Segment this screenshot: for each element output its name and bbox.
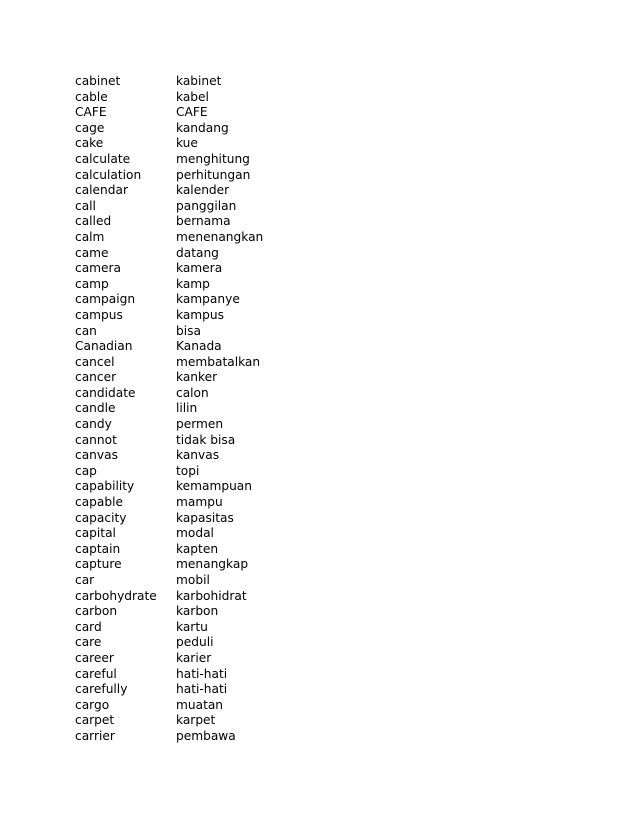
indonesian-translation: peduli bbox=[176, 635, 214, 650]
word-row bbox=[75, 277, 263, 293]
indonesian-translation: kabel bbox=[176, 89, 209, 104]
word-row bbox=[75, 698, 263, 714]
word-row bbox=[75, 604, 263, 620]
word-row bbox=[75, 230, 263, 246]
indonesian-translation: mampu bbox=[176, 495, 223, 510]
english-word: cage bbox=[75, 120, 105, 135]
indonesian-translation: menenangkan bbox=[176, 229, 264, 244]
word-row bbox=[75, 121, 263, 137]
indonesian-translation: bisa bbox=[176, 323, 201, 338]
word-row bbox=[75, 620, 263, 636]
word-row bbox=[75, 573, 263, 589]
indonesian-translation: perhitungan bbox=[176, 167, 251, 182]
indonesian-translation: kapasitas bbox=[176, 510, 234, 525]
english-word: canvas bbox=[75, 448, 118, 463]
english-word: captain bbox=[75, 541, 121, 556]
english-word: candy bbox=[75, 417, 112, 432]
english-word: cable bbox=[75, 89, 108, 104]
word-row bbox=[75, 90, 263, 106]
indonesian-translation: menghitung bbox=[176, 151, 250, 166]
english-word: carefully bbox=[75, 682, 128, 697]
english-word: cap bbox=[75, 463, 97, 478]
english-word: call bbox=[75, 198, 96, 213]
word-row bbox=[75, 635, 263, 651]
word-row bbox=[75, 214, 263, 230]
word-row bbox=[75, 448, 263, 464]
english-word: campaign bbox=[75, 292, 136, 307]
indonesian-translation: modal bbox=[176, 526, 214, 541]
indonesian-translation: kartu bbox=[176, 619, 208, 634]
english-word: capability bbox=[75, 479, 135, 494]
indonesian-translation: mobil bbox=[176, 573, 210, 587]
word-row bbox=[75, 370, 263, 386]
english-word: came bbox=[75, 245, 109, 260]
english-word: carbon bbox=[75, 604, 118, 619]
english-word: called bbox=[75, 214, 112, 229]
indonesian-translation: kamera bbox=[176, 261, 223, 276]
indonesian-translation: kamp bbox=[176, 276, 210, 291]
word-row bbox=[75, 651, 263, 667]
english-word: cake bbox=[75, 136, 104, 151]
indonesian-translation: kemampuan bbox=[176, 479, 252, 494]
word-row bbox=[75, 324, 263, 340]
indonesian-translation: menangkap bbox=[176, 557, 249, 572]
word-row bbox=[75, 557, 263, 573]
word-row bbox=[75, 729, 263, 745]
indonesian-translation: kampanye bbox=[176, 292, 240, 307]
word-row bbox=[75, 589, 263, 605]
english-word: CAFE bbox=[75, 105, 107, 120]
indonesian-translation: hati-hati bbox=[176, 666, 228, 681]
indonesian-translation: CAFE bbox=[176, 105, 208, 120]
english-word: candle bbox=[75, 401, 116, 416]
indonesian-translation: permen bbox=[176, 417, 224, 432]
indonesian-translation: kampus bbox=[176, 307, 224, 322]
english-word: capacity bbox=[75, 510, 127, 525]
english-word: cannot bbox=[75, 432, 117, 447]
english-word: card bbox=[75, 619, 102, 634]
english-word: can bbox=[75, 323, 97, 338]
english-word: Canadian bbox=[75, 339, 133, 354]
indonesian-translation: kapten bbox=[176, 541, 219, 556]
word-row bbox=[75, 74, 263, 90]
word-row bbox=[75, 199, 263, 215]
word-row bbox=[75, 526, 263, 542]
english-word: capital bbox=[75, 526, 116, 541]
word-row bbox=[75, 401, 263, 417]
english-word: camera bbox=[75, 261, 122, 276]
english-word: calculate bbox=[75, 151, 131, 166]
english-word: cabinet bbox=[75, 74, 121, 88]
word-row bbox=[75, 479, 263, 495]
word-row bbox=[75, 464, 263, 480]
word-row bbox=[75, 292, 263, 308]
english-word: care bbox=[75, 635, 102, 650]
indonesian-translation: kue bbox=[176, 136, 198, 151]
indonesian-translation: kalender bbox=[176, 183, 230, 198]
english-word: car bbox=[75, 573, 95, 587]
english-word: carbohydrate bbox=[75, 588, 157, 603]
indonesian-translation: karbohidrat bbox=[176, 588, 247, 603]
indonesian-translation: topi bbox=[176, 463, 200, 478]
indonesian-translation: hati-hati bbox=[176, 682, 228, 697]
word-row bbox=[75, 511, 263, 527]
word-list bbox=[75, 74, 263, 745]
word-row bbox=[75, 682, 263, 698]
english-word: capture bbox=[75, 557, 122, 572]
indonesian-translation: kabinet bbox=[176, 74, 222, 88]
indonesian-translation: karier bbox=[176, 650, 212, 665]
word-row bbox=[75, 339, 263, 355]
indonesian-translation: karpet bbox=[176, 713, 216, 728]
english-word: careful bbox=[75, 666, 117, 681]
word-row bbox=[75, 667, 263, 683]
word-row bbox=[75, 386, 263, 402]
indonesian-translation: panggilan bbox=[176, 198, 237, 213]
indonesian-translation: kanvas bbox=[176, 448, 220, 463]
english-word: carpet bbox=[75, 713, 115, 728]
english-word: campus bbox=[75, 307, 123, 322]
word-row bbox=[75, 261, 263, 277]
indonesian-translation: muatan bbox=[176, 697, 224, 712]
english-word: career bbox=[75, 650, 114, 665]
word-row bbox=[75, 308, 263, 324]
indonesian-translation: kandang bbox=[176, 120, 229, 135]
word-row bbox=[75, 433, 263, 449]
indonesian-translation: pembawa bbox=[176, 728, 236, 743]
indonesian-translation: karbon bbox=[176, 604, 219, 619]
word-row bbox=[75, 417, 263, 433]
indonesian-translation: bernama bbox=[176, 214, 231, 229]
indonesian-translation: membatalkan bbox=[176, 354, 261, 369]
english-word: cargo bbox=[75, 697, 110, 712]
word-row bbox=[75, 183, 263, 199]
word-row bbox=[75, 136, 263, 152]
indonesian-translation: lilin bbox=[176, 401, 198, 416]
indonesian-translation: Kanada bbox=[176, 339, 222, 354]
indonesian-translation: datang bbox=[176, 245, 219, 260]
word-row bbox=[75, 495, 263, 511]
word-row bbox=[75, 713, 263, 729]
word-row bbox=[75, 168, 263, 184]
english-word: camp bbox=[75, 276, 109, 291]
word-row bbox=[75, 152, 263, 168]
indonesian-translation: tidak bisa bbox=[176, 432, 236, 447]
word-row bbox=[75, 246, 263, 262]
english-word: capable bbox=[75, 495, 123, 510]
english-word: cancer bbox=[75, 370, 117, 385]
english-word: calm bbox=[75, 229, 105, 244]
english-word: carrier bbox=[75, 728, 115, 743]
word-row bbox=[75, 542, 263, 558]
indonesian-translation: calon bbox=[176, 385, 209, 400]
english-word: calendar bbox=[75, 183, 128, 198]
word-row bbox=[75, 105, 263, 121]
indonesian-translation: kanker bbox=[176, 370, 218, 385]
english-word: cancel bbox=[75, 354, 115, 369]
english-word: calculation bbox=[75, 167, 142, 182]
word-row bbox=[75, 355, 263, 371]
english-word: candidate bbox=[75, 385, 136, 400]
